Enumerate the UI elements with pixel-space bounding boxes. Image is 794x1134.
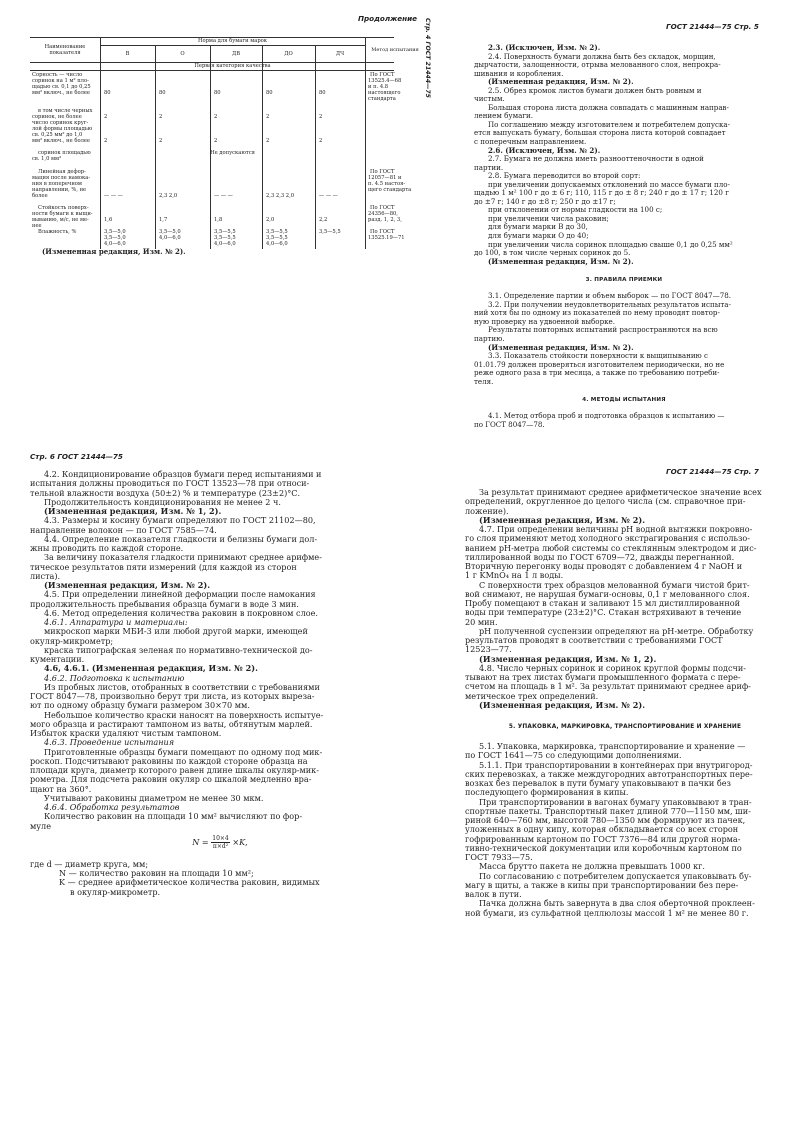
col-indicator-l2: показателя	[49, 50, 81, 56]
text-line: Пробу помещают в стакан и заливают 15 мл дистиллированной	[465, 599, 740, 608]
page7-header: ГОСТ 21444—75 Стр. 7	[666, 467, 759, 476]
where-line: где d — диаметр круга, мм;	[30, 859, 149, 869]
ind-line: мация после намока-	[32, 175, 91, 181]
text-line: pH полученной суспензии определяют на pH-метре. Обработку	[479, 626, 754, 636]
section-4-heading: 4. МЕТОДЫ ИСПЫТАНИЯ	[582, 397, 666, 404]
val-r7-dv: 4,0—6,0	[214, 241, 236, 247]
text-line: По соглашению между изготовителем и потребителем допуска-	[488, 120, 731, 129]
val-r5-do: 2,3 2,3 2,0	[266, 193, 295, 199]
text-line: теля.	[474, 377, 494, 386]
ind-line: соринок площадью	[38, 150, 91, 156]
text-line: Избыток краски удаляют чистым тампоном.	[30, 729, 222, 738]
grade-v: В	[125, 51, 130, 57]
text-line: при увеличении допускаемых отклонений по массе бумаги пло-	[488, 180, 730, 189]
text-line: 4.5. При определении линейной деформации после намокания	[44, 590, 316, 600]
text-line: лением бумаги.	[474, 112, 534, 121]
val-r1-dch: 80	[319, 90, 326, 96]
where-line: в окуляр-микрометр.	[70, 887, 161, 897]
norm-header: Норма для бумаги марок	[197, 38, 268, 44]
text-line: 2.7. Бумага не должна иметь разнооттеночности в одной	[488, 155, 704, 164]
val-r5-dch: — — —	[319, 193, 338, 199]
text-line: Из пробных листов, отобранных в соответствии с требованиями	[44, 682, 320, 692]
ind-line: направлении, %, не	[32, 187, 87, 193]
text-line: уложенных в одну кипу, которая обкладывается со всех сторон	[465, 825, 739, 835]
text-line: кументации.	[30, 655, 85, 664]
ind-line: в том числе черных	[38, 108, 93, 114]
category-row: Первая категория качества	[194, 63, 271, 69]
grade-dch: ДЧ	[335, 51, 345, 57]
val-r7-do: 4,0—6,0	[266, 241, 288, 247]
text-line: (Измененная редакция, Изм. № 1, 2).	[44, 507, 222, 516]
val-r3-do: 2	[266, 138, 270, 144]
text-line: ется выпускать бумагу, большая сторона листа которой совпадает	[474, 129, 726, 138]
grade-do: ДО	[284, 51, 293, 57]
text-line: 4.3. Размеры и косину бумаги определяют по ГОСТ 21102—80,	[44, 516, 316, 526]
val-r6-o: 1,7	[159, 217, 168, 223]
text-line: для бумаги марки В до 30,	[488, 223, 588, 232]
val-r2-dv: 2	[214, 114, 218, 120]
ind-line: число соринок круг-	[32, 120, 89, 126]
val-r7-dv: 3,5—5,5	[214, 229, 236, 235]
text-line: Вторичную перегонку воды проводят с добавлением 4 г NaOH и	[465, 562, 743, 571]
val-r2-dch: 2	[319, 114, 323, 120]
method-line: 12057—81 и	[368, 175, 402, 181]
section-5-heading: 5. УПАКОВКА, МАРКИРОВКА, ТРАНСПОРТИРОВАНИЕ И ХРАНЕНИЕ	[508, 724, 742, 730]
val-r3-v: 2	[104, 138, 108, 144]
text-line: мого образца и растирают тампоном из ваты, обтянутым марлей.	[30, 719, 313, 729]
text-line: ной бумаги, из сульфатной целлюлозы массой 1 м² не менее 80 г.	[465, 908, 749, 918]
text-line: последующего формирования в кипы.	[465, 788, 629, 798]
text-line: вой снимают, не нарушая бумаги-основы, 0,1 г мелованного слоя.	[465, 589, 750, 599]
ind-line: выванию, м/с, не ме-	[32, 217, 89, 223]
text-line: при отклонении от нормы гладкости на 100 с;	[488, 206, 663, 215]
formula-lhs: N =	[192, 836, 209, 847]
val-r6-dv: 1,8	[214, 217, 223, 223]
method-line: По ГОСТ	[370, 229, 395, 235]
text-line: роскоп. Подсчитывают раковины по каждой стороне образца на	[30, 756, 308, 766]
ind-line: Сорность — число	[32, 72, 83, 78]
text-line: 4.2. Кондиционирование образцов бумаги перед испытаниями и	[44, 470, 322, 479]
text-line: по ГОСТ 1641—75 со следующими дополнениями.	[465, 751, 682, 761]
text-line: воды при температуре (23±2)°С. Стакан встряхивают в течение	[465, 608, 742, 618]
val-r7-v: 3,5—5,0	[104, 229, 126, 235]
page-6	[0, 440, 400, 1134]
text-line: (Измененная редакция, Изм. № 2).	[488, 257, 634, 266]
text-line: ГОСТ 7933—75.	[465, 853, 533, 862]
val-r5-dv: — — —	[214, 193, 233, 199]
page7-text	[465, 488, 785, 918]
method-line: 13525.19—71	[368, 235, 405, 241]
text-line: жны проводить по каждой стороне.	[30, 544, 184, 553]
text-line: окуляр-микрометр;	[30, 636, 114, 646]
text-line: тельной влажности воздуха (50±2) % и температуре (23±2)°С.	[30, 488, 301, 498]
ind-line: мм² включ., не более	[32, 138, 91, 144]
text-line: продолжительность пребывания образца бумаги в воде 3 мин.	[30, 599, 299, 609]
text-line: магу в щиты, а также в кипы при транспортировании без пере-	[465, 880, 739, 890]
text-line: 3.1. Определение партии и объем выборок — по ГОСТ 8047—78.	[488, 292, 732, 301]
table-note: (Измененная редакция, Изм. № 2).	[42, 248, 186, 256]
method-line: разд. 1, 2, 3,	[368, 217, 402, 223]
text-line: ских перевозках, а также междугородних автотранспортных пере-	[465, 769, 753, 779]
ind-line: св. 0,25 мм² до 1,0	[32, 132, 83, 138]
ind-line: ния в поперечном	[32, 181, 82, 187]
text-line: направление волокон — по ГОСТ 7585—74.	[30, 525, 217, 535]
val-r7-dv: 3,5—5,5	[214, 235, 236, 241]
page6-header: Стр. 6 ГОСТ 21444—75	[30, 452, 123, 461]
val-r4: Не допускаются	[210, 150, 255, 156]
text-line: ют по одному образцу бумаги размером 30×70 мм.	[30, 701, 250, 711]
text-line: тическое результатов пяти измерений (для каждой из сторон	[30, 562, 297, 572]
text-line: По согласованию с потребителем допускается упаковывать бу-	[479, 871, 752, 881]
formula	[70, 834, 370, 856]
text-line: чистым.	[474, 95, 505, 104]
text-line: щают на 360°.	[30, 784, 92, 794]
text-line: 2.5. Обрез кромок листов бумаги должен быть ровным и	[488, 86, 702, 95]
text-line: го слоя применяют метод холодного экстрагирования с использо-	[465, 534, 750, 544]
text-line: Продолжительность кондиционирования не менее 2 ч.	[44, 497, 281, 507]
text-line: 2.8. Бумага переводится во второй сорт:	[488, 172, 641, 181]
formula-numerator: 10×4	[212, 835, 229, 843]
text-line: партию.	[474, 334, 505, 343]
method-line: 24356—80,	[368, 211, 398, 217]
formula-fraction	[211, 835, 229, 850]
grade-dv: ДВ	[231, 51, 241, 57]
method-line: щего стандарта	[368, 187, 412, 193]
formula-denominator: π×d²	[212, 843, 229, 851]
text-line: 4.6.3. Проведение испытания	[44, 738, 175, 748]
val-r3-dch: 2	[319, 138, 323, 144]
text-line: 12523—77.	[465, 645, 512, 655]
grade-o: О	[180, 51, 185, 57]
text-line: Пачка должна быть завернута в два слоя оберточной проклеен-	[479, 899, 755, 909]
text-line: шивания и коробления.	[474, 69, 564, 78]
ind-line: щадью св. 0,1 до 0,25	[32, 84, 91, 90]
method-line: и п. 4.8	[368, 84, 389, 90]
method-line: 13525.4—68	[368, 78, 402, 84]
text-line: За результат принимают среднее арифметическое значение всех	[479, 488, 762, 497]
ind-line: лой формы площадью	[32, 126, 93, 132]
val-r7-do: 3,5—5,5	[266, 229, 288, 235]
text-line: ную проверку на удвоенной выборке.	[474, 317, 616, 326]
text-line: возках без перевалок в пути бумагу упаковывают в пачки без	[465, 779, 731, 788]
continuation-label: Продолжение	[358, 14, 418, 23]
val-r7-do: 3,5—5,5	[266, 235, 288, 241]
vertical-page-label: Стр. 4 ГОСТ 21444—75	[424, 18, 431, 98]
val-r2-v: 2	[104, 114, 108, 120]
val-r1-o: 80	[159, 90, 166, 96]
text-line: гофрированным картоном по ГОСТ 7376—84 или другой норма-	[465, 834, 741, 844]
text-line: 4.8. Число черных соринок и соринок круглой формы подсчи-	[479, 663, 746, 673]
text-line: 4.1. Метод отбора проб и подготовка образцов к испытанию —	[488, 412, 725, 421]
method-line: По ГОСТ	[370, 72, 395, 78]
val-r7-o: 4,0—6,0	[159, 235, 181, 241]
val-r6-do: 2,0	[266, 217, 275, 223]
text-line: 01.01.79 должен проверяться изготовителем периодически, но не	[474, 360, 725, 369]
val-r5-o: 2,3 2,0	[159, 193, 178, 199]
val-r3-dv: 2	[214, 138, 218, 144]
text-line: Учитывают раковины диаметром не менее 30 мкм.	[44, 793, 264, 803]
text-line: Масса брутто пакета не должна превышать 1000 кг.	[479, 862, 705, 872]
ind-line: Стойкость поверх-	[38, 205, 89, 211]
text-line: При транспортировании в вагонах бумагу упаковывают в тран-	[479, 797, 752, 807]
page-7	[410, 440, 794, 1134]
text-line: За величину показателя гладкости принимают среднее арифме-	[44, 553, 322, 563]
ind-line: Влажность, %	[38, 229, 77, 235]
text-line: (Измененная редакция, Изм. № 2).	[488, 78, 634, 87]
text-line: тиллированной воды по ГОСТ 6709—72, дважды перегнанной.	[465, 552, 735, 562]
ind-line: нее	[32, 223, 42, 229]
text-line: краска типографская зеленая по нормативно-технической до-	[44, 645, 313, 655]
text-line: 4.4. Определение показателя гладкости и белизны бумаги дол-	[44, 534, 318, 544]
text-line: 5.1.1. При транспортировании в контейнерах при внутригород-	[479, 760, 753, 770]
val-r5-v: — — —	[104, 193, 123, 199]
text-line: определений, округленное до целого числа (см. справочное при-	[465, 497, 746, 507]
text-line: партии.	[474, 163, 504, 172]
ind-line: соринок, не более	[32, 114, 82, 120]
text-line: результатов проводят в соответствии с требованиями ГОСТ	[465, 636, 723, 645]
text-line: 20 мин.	[465, 617, 498, 627]
page5-header: ГОСТ 21444—75 Стр. 5	[666, 22, 759, 31]
val-r1-dv: 80	[214, 90, 221, 96]
text-line: (Измененная редакция, Изм. № 2).	[479, 515, 646, 525]
text-line: до 100, в том числе черных соринок до 5.	[474, 249, 631, 258]
val-r7-v: 4,0—6,0	[104, 241, 126, 247]
text-line: 2.4. Поверхность бумаги должна быть без складок, морщин,	[488, 52, 716, 61]
text-line: рометра. Для подсчета раковин окуляр со шкалой медленно вра-	[30, 775, 312, 785]
text-line: 3.2. При получении неудовлетворительных результатов испыта-	[488, 300, 731, 309]
text-line: (Измененная редакция, Изм. № 1, 2).	[479, 654, 657, 664]
method-line: По ГОСТ	[370, 205, 395, 211]
val-r1-do: 80	[266, 90, 273, 96]
text-line: Большая сторона листа должна совпадать с машинным направ-	[488, 103, 729, 112]
text-line: риной 640—760 мм, высотой 780—1350 мм формируют из пачек,	[465, 816, 746, 825]
text-line: ложение).	[465, 506, 509, 516]
section-3-heading: 3. ПРАВИЛА ПРИЕМКИ	[585, 277, 663, 284]
val-r3-o: 2	[159, 138, 163, 144]
text-line: 4.6. Метод определения количества раковин в покровном слое.	[44, 608, 318, 618]
text-line: 4.7. При определении величины pH водной вытяжки покровно-	[479, 525, 753, 534]
text-line: 4.6, 4.6.1. (Измененная редакция, Изм. № 2).	[44, 664, 258, 674]
val-r7-dch: 3,5—5,5	[319, 229, 341, 235]
formula-rhs: ×K,	[232, 836, 248, 847]
ind-line: более	[32, 193, 48, 199]
page-5	[0, 0, 794, 440]
text-line: для бумаги марки О до 40;	[488, 232, 589, 241]
text-line: площади круга, диаметр которого равен длине шкалы окуляр-мик-	[30, 766, 319, 775]
text-line: по ГОСТ 8047—78.	[474, 420, 545, 429]
text-line: дырчатости, залощенности, отрыва мелованного слоя, непрокра-	[474, 61, 721, 70]
text-line: спортные пакеты. Транспортный пакет длиной 770—1150 мм, ши-	[465, 806, 751, 816]
val-r7-o: 3,5—5,0	[159, 229, 181, 235]
text-line: 1 г KMnO₄ на 1 л воды.	[465, 571, 564, 581]
text-line: при увеличении числа соринок площадью свыше 0,1 до 0,25 мм²	[488, 240, 733, 249]
method-line: стандарта	[368, 96, 396, 102]
text-line: С поверхности трех образцов мелованной бумаги чистой брит-	[479, 580, 750, 590]
val-r6-v: 1,6	[104, 217, 113, 223]
text-line: ванием pH-метра любой системы со стеклянным электродом и дис-	[465, 543, 757, 553]
text-line: 5.1. Упаковка, маркировка, транспортирование и хранение —	[479, 742, 746, 751]
text-line: (Измененная редакция, Изм. № 2).	[488, 343, 634, 352]
text-line: 4.6.2. Подготовка к испытанию	[44, 673, 185, 683]
text-line: Небольшое количество краски наносят на поверхность испытуе-	[44, 710, 324, 720]
method-line: настоящего	[368, 90, 401, 96]
text-line: (Измененная редакция, Изм. № 2).	[479, 700, 646, 710]
text-line: валок в пути.	[465, 890, 522, 899]
ind-line: мм² включ., не более	[32, 90, 91, 96]
text-line: метическое трех определений.	[465, 691, 599, 701]
page6-text	[30, 470, 370, 897]
text-line: счетом на площадь в 1 м². За результат принимают среднее ариф-	[465, 682, 751, 692]
text-line: 3.3. Показатель стойкости поверхности к выщипыванию с	[488, 352, 708, 361]
text-line: до ±7 г; 140 г до ±8 г; 250 г до ±17 г;	[474, 197, 616, 206]
text-line: листа).	[30, 571, 61, 581]
text-line: 2.3. (Исключен, Изм. № 2).	[488, 44, 601, 52]
text-line: Приготовленные образцы бумаги помещают по одному под мик-	[44, 747, 323, 757]
val-r7-v: 3,5—5,0	[104, 235, 126, 241]
val-r6-dch: 2,2	[319, 217, 328, 223]
text-line: с поперечным направлением.	[474, 138, 587, 147]
text-line: 4.6.1. Аппаратура и материалы:	[44, 618, 188, 627]
where-line: N — количество раковин на площади 10 мм²;	[59, 869, 254, 878]
val-r2-do: 2	[266, 114, 270, 120]
text-line: щадью 1 м² 100 г до ± 6 г; 110, 115 г до ± 8 г; 240 г до ± 17 г; 120 г	[474, 189, 729, 198]
text-line: 4.6.4. Обработка результатов	[44, 803, 180, 812]
text-line: ГОСТ 8047—78, произвольно берут три листа, из которых выреза-	[30, 692, 315, 701]
text-line: тивно-технической документации или коробочным картоном по	[465, 843, 742, 853]
text-line: реже одного раза в три месяца, а также по требованию потреби-	[474, 369, 720, 378]
val-r1-v: 80	[104, 90, 111, 96]
page5-right-text	[474, 44, 774, 429]
text-line: Количество раковин на площади 10 мм² вычисляют по фор-	[44, 812, 303, 822]
ind-line: св. 1,0 мм²	[32, 156, 62, 162]
ind-line: соринок на 1 м² пло-	[32, 78, 89, 84]
text-line: муле	[30, 821, 51, 831]
text-line: при увеличении числа раковин;	[488, 214, 609, 223]
text-line: (Измененная редакция, Изм. № 2).	[44, 581, 211, 590]
text-line: ний хотя бы по одному из показателей по нему проводят повтор-	[474, 309, 720, 318]
text-line: 2.6. (Исключен, Изм. № 2).	[488, 146, 601, 155]
col-indicator-l1: Наименование	[44, 44, 86, 50]
method-header: Метод испытания	[371, 47, 419, 53]
ind-line: ности бумаги к выщи-	[32, 211, 93, 217]
where-line: K — среднее арифметическое количества раковин, видимых	[59, 878, 320, 888]
text-line: микроскоп марки МБИ-3 или любой другой марки, имеющей	[44, 627, 308, 637]
method-line: По ГОСТ	[370, 169, 395, 175]
method-line: п. 4.5 настоя-	[368, 181, 406, 187]
text-line: тывают на трех листах бумаги промышленного формата с пере-	[465, 673, 741, 682]
val-r2-o: 2	[159, 114, 163, 120]
text-line: испытания должны проводиться по ГОСТ 13523—78 при относи-	[30, 479, 310, 489]
ind-line: Линейная дефор-	[38, 169, 86, 175]
text-line: Результаты повторных испытаний распространяются на всю	[488, 326, 718, 335]
norms-table	[30, 37, 419, 249]
